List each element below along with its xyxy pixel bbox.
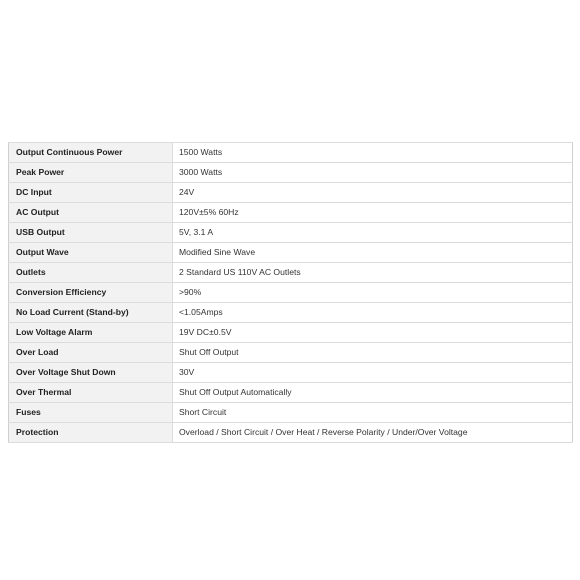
table-row <box>9 283 573 303</box>
spec-label: Outlets <box>9 263 173 283</box>
table-row <box>9 363 573 383</box>
spec-value: Shut Off Output Automatically <box>173 383 573 403</box>
table-row <box>9 343 573 363</box>
spec-value: 3000 Watts <box>173 163 573 183</box>
table-row <box>9 243 573 263</box>
spec-value: <1.05Amps <box>173 303 573 323</box>
spec-value: 24V <box>173 183 573 203</box>
spec-value: Modified Sine Wave <box>173 243 573 263</box>
spec-label: Low Voltage Alarm <box>9 323 173 343</box>
spec-value: 5V, 3.1 A <box>173 223 573 243</box>
spec-value: 1500 Watts <box>173 143 573 163</box>
spec-value: 19V DC±0.5V <box>173 323 573 343</box>
spec-label: Fuses <box>9 403 173 423</box>
spec-table-body <box>9 143 573 443</box>
table-row <box>9 203 573 223</box>
spec-label: Protection <box>9 423 173 443</box>
spec-table <box>8 142 573 443</box>
spec-label: Over Load <box>9 343 173 363</box>
spec-label: Output Wave <box>9 243 173 263</box>
spec-label: Over Thermal <box>9 383 173 403</box>
spec-value: Shut Off Output <box>173 343 573 363</box>
spec-value: 2 Standard US 110V AC Outlets <box>173 263 573 283</box>
spec-value: 120V±5% 60Hz <box>173 203 573 223</box>
spec-value: Overload / Short Circuit / Over Heat / Reverse Polarity / Under/Over Voltage <box>173 423 573 443</box>
spec-label: Output Continuous Power <box>9 143 173 163</box>
spec-label: Peak Power <box>9 163 173 183</box>
table-row <box>9 303 573 323</box>
spec-label: No Load Current (Stand-by) <box>9 303 173 323</box>
table-row <box>9 183 573 203</box>
table-row <box>9 383 573 403</box>
spec-label: DC Input <box>9 183 173 203</box>
table-row <box>9 223 573 243</box>
table-row <box>9 263 573 283</box>
table-row <box>9 163 573 183</box>
spec-label: AC Output <box>9 203 173 223</box>
spec-value: >90% <box>173 283 573 303</box>
spec-value: 30V <box>173 363 573 383</box>
spec-label: Conversion Efficiency <box>9 283 173 303</box>
table-row <box>9 423 573 443</box>
table-row <box>9 403 573 423</box>
table-row <box>9 323 573 343</box>
spec-label: Over Voltage Shut Down <box>9 363 173 383</box>
spec-label: USB Output <box>9 223 173 243</box>
table-row <box>9 143 573 163</box>
spec-value: Short Circuit <box>173 403 573 423</box>
